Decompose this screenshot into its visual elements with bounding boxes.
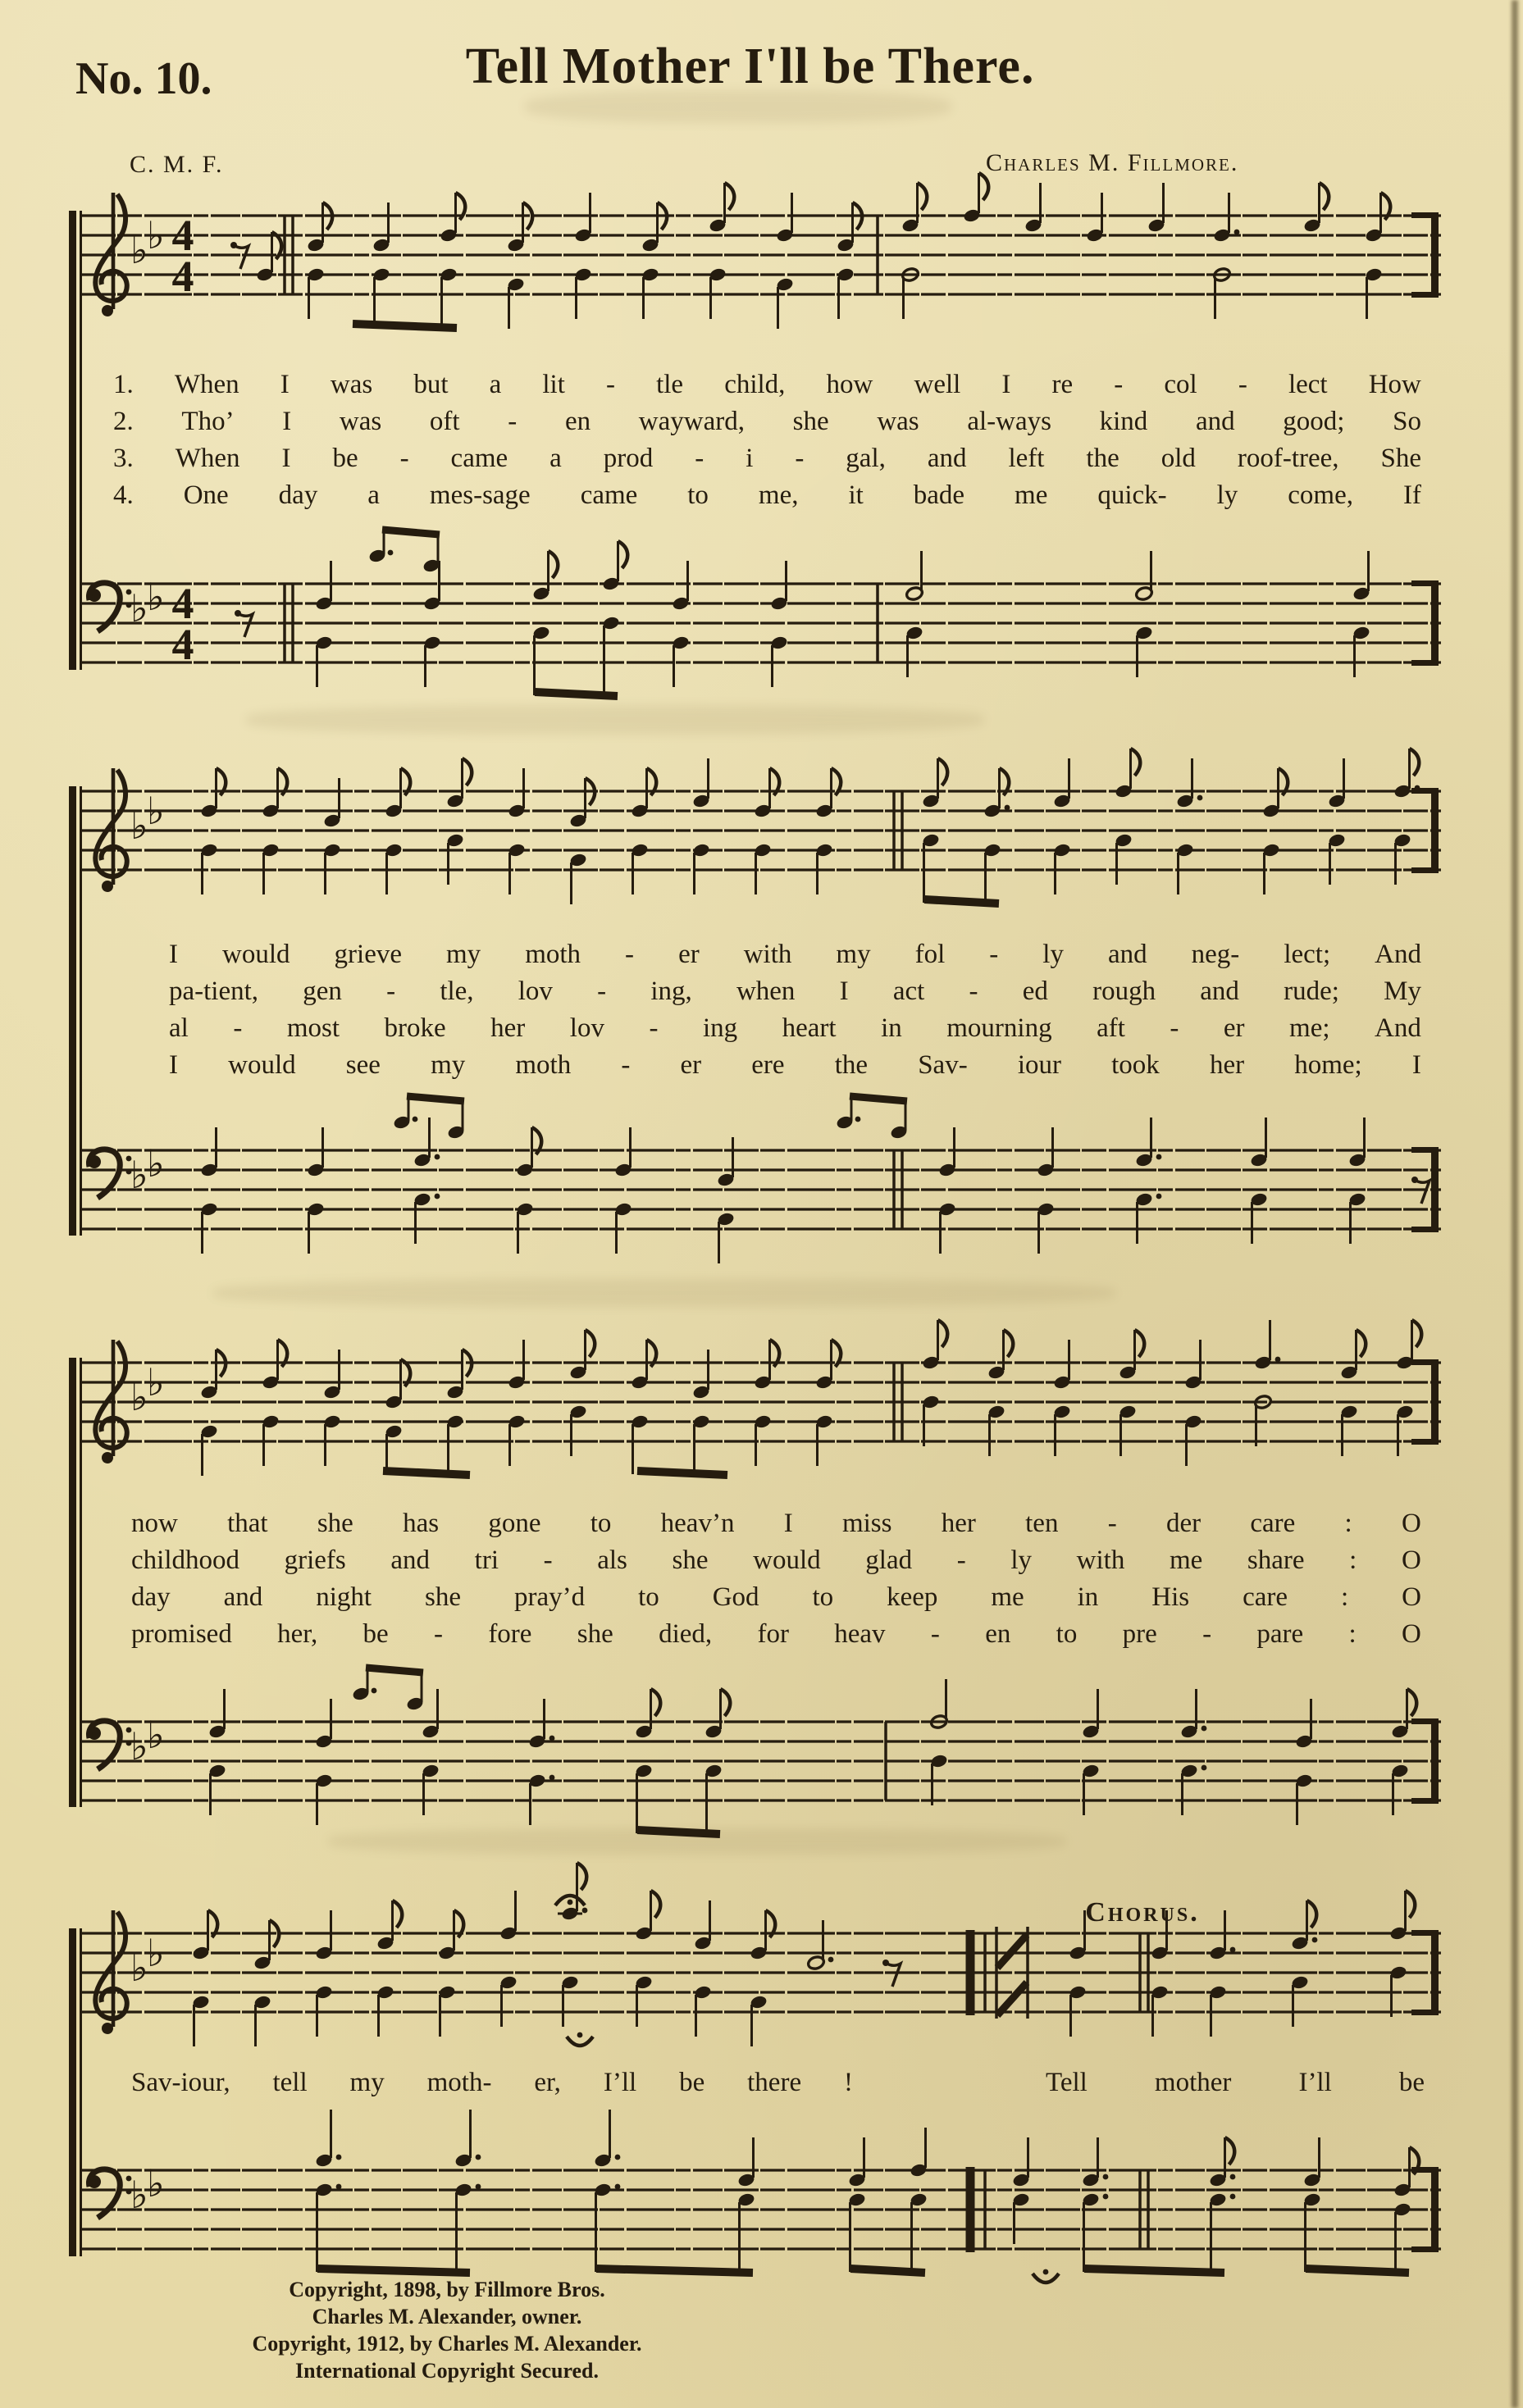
lyric-token: miss (841, 1509, 892, 1538)
lyric-token: rude; (1284, 976, 1339, 1006)
lyric-token: her, (277, 1619, 318, 1649)
lyric-line-verse-4 (113, 477, 1421, 514)
lyric-token: fol (914, 940, 946, 969)
lyric-token: col (1164, 370, 1197, 399)
lyric-token: God (712, 1582, 759, 1612)
lyric-token: - (1107, 1509, 1117, 1538)
lyric-token: I’ll (1298, 2068, 1332, 2097)
lyric-line-verse-1 (131, 1505, 1421, 1542)
lyric-token: would (228, 1050, 296, 1080)
lyric-token: the (834, 1050, 869, 1080)
lyric-token: - (989, 940, 999, 969)
lyric-token: quick- (1097, 480, 1167, 510)
lyric-token: would (222, 940, 290, 969)
lyric-token: came (580, 480, 638, 510)
lyric-token: - (1238, 370, 1247, 399)
lyric-token: in (881, 1013, 902, 1043)
chorus-label: Chorus. (1085, 1897, 1200, 1928)
copyright-line: Charles M. Alexander, owner. (312, 2305, 582, 2328)
lyric-token: griefs (284, 1545, 346, 1575)
lyric-token: share (1247, 1545, 1305, 1575)
lyric-token: to (590, 1509, 612, 1538)
lyric-token: - (399, 444, 409, 473)
lyric-token: a (549, 444, 562, 473)
lyric-token: keep (887, 1582, 938, 1612)
lyric-token: - (597, 976, 607, 1006)
lyric-token: most (286, 1013, 340, 1043)
lyric-token: 2. (113, 407, 134, 436)
copyright-line: Copyright, 1912, by Charles M. Alexander. (252, 2332, 642, 2356)
lyric-token: : (1340, 1582, 1349, 1612)
lyric-token: My (1384, 976, 1421, 1006)
svg-text:4: 4 (171, 579, 194, 628)
lyric-token: be (679, 2068, 705, 2097)
lyric-token: 4. (113, 480, 134, 510)
lyric-token: but (413, 370, 449, 399)
lyric-token: me; (1289, 1013, 1330, 1043)
lyric-token: grieve (334, 940, 402, 969)
lyric-token: - (956, 1545, 966, 1575)
lyric-token: re (1051, 370, 1074, 399)
lyric-token: heav (834, 1619, 886, 1649)
lyric-token: her (1209, 1050, 1245, 1080)
lyric-token: - (434, 1619, 443, 1649)
system-left-barline (69, 1358, 84, 1807)
lyric-token: old (1160, 444, 1196, 473)
lyric-token: and (927, 444, 967, 473)
treble-staff-system-1 (78, 158, 1448, 347)
lyric-token: me, (758, 480, 799, 510)
lyric-token: I (280, 370, 290, 399)
svg-text:4: 4 (171, 620, 194, 669)
svg-text:♭: ♭ (147, 213, 165, 257)
lyric-token: She (1380, 444, 1421, 473)
lyric-token: ere (751, 1050, 785, 1080)
lyric-token: er, (534, 2068, 561, 2097)
lyric-token: tle (656, 370, 684, 399)
lyric-token: ing (702, 1013, 738, 1043)
lyric-token: and (223, 1582, 263, 1612)
svg-text:♭: ♭ (130, 1375, 148, 1419)
lyric-token: I (169, 940, 178, 969)
lyric-token: care (1243, 1582, 1288, 1612)
lyric-token: aft (1097, 1013, 1125, 1043)
svg-text:♭: ♭ (147, 1931, 165, 1975)
lyric-token: : (1348, 1619, 1357, 1649)
lyric-token: her (490, 1013, 526, 1043)
lyric-token: she (317, 1509, 353, 1538)
lyric-token: to (687, 480, 709, 510)
svg-text:♭: ♭ (130, 1153, 148, 1197)
lyric-token: I (1001, 370, 1011, 399)
lyric-token: my (349, 2068, 385, 2097)
svg-text:4: 4 (171, 211, 194, 260)
lyric-token: lit (542, 370, 565, 399)
lyric-token: - (969, 976, 978, 1006)
lyric-token: me (991, 1582, 1024, 1612)
lyric-token: pare (1256, 1619, 1304, 1649)
lyric-token: ly (1010, 1545, 1033, 1575)
lyric-token: : (1349, 1545, 1357, 1575)
lyric-token: there (747, 2068, 802, 2097)
lyric-token: pray’d (513, 1582, 586, 1612)
lyric-token: pa-tient, (169, 976, 259, 1006)
verse-block-2 (169, 936, 1421, 1084)
lyric-token: gen (303, 976, 342, 1006)
lyric-line-verse-4 (131, 1616, 1421, 1653)
svg-text:♭: ♭ (147, 2161, 165, 2205)
lyric-token: with (743, 940, 792, 969)
lyric-token: and (1107, 940, 1147, 969)
lyric-token: al-ways (967, 407, 1051, 436)
lyric-token: act (892, 976, 925, 1006)
lyric-line-verse-1 (113, 366, 1421, 403)
lyric-token: mes-sage (429, 480, 531, 510)
lyric-token: One (183, 480, 229, 510)
lyric-token: Tho’ (181, 407, 235, 436)
lyric-token: kind (1099, 407, 1148, 436)
lyric-token: to (638, 1582, 659, 1612)
lyric-token: my (836, 940, 871, 969)
lyric-token: - (1202, 1619, 1212, 1649)
system-left-barline (69, 786, 84, 1236)
lyric-token: rough (1092, 976, 1156, 1006)
lyric-line-solo-end (131, 2064, 853, 2101)
lyric-token: and (1195, 407, 1235, 436)
lyric-token: neg- (1191, 940, 1240, 969)
lyric-token: When (174, 370, 239, 399)
lyric-token: see (345, 1050, 381, 1080)
lyric-token: : (1344, 1509, 1352, 1538)
lyric-token: Sav-iour, (131, 2068, 230, 2097)
lyric-token: - (508, 407, 518, 436)
svg-text:4: 4 (171, 252, 194, 301)
lyric-token: in (1077, 1582, 1099, 1612)
lyric-token: my (431, 1050, 466, 1080)
system-left-barline (69, 211, 84, 670)
lyric-token: be (332, 444, 358, 473)
lyric-token: er (680, 1050, 702, 1080)
lyric-token: I’ll (603, 2068, 637, 2097)
lyric-token: care (1250, 1509, 1296, 1538)
lyric-token: that (227, 1509, 268, 1538)
lyric-line-verse-3 (113, 440, 1421, 477)
lyric-token: night (316, 1582, 372, 1612)
lyric-token: - (649, 1013, 659, 1043)
lyric-token: and (390, 1545, 431, 1575)
system-left-barline (69, 1928, 84, 2256)
lyric-token: So (1393, 407, 1421, 436)
lyric-line-verse-4 (169, 1047, 1421, 1084)
bass-staff-system-3 (78, 1671, 1448, 1876)
lyric-token: ed (1022, 976, 1048, 1006)
lyric-token: day (131, 1582, 171, 1612)
lyric-token: lect; (1284, 940, 1331, 969)
lyric-token: broke (384, 1013, 446, 1043)
verse-block-3 (131, 1505, 1421, 1653)
attribution-lyricist: C. M. F. (130, 151, 224, 178)
lyric-line-verse-2 (131, 1542, 1421, 1579)
lyric-token: - (621, 1050, 631, 1080)
svg-text:♭: ♭ (130, 1724, 148, 1768)
lyric-token: has (403, 1509, 440, 1538)
svg-text:♭: ♭ (130, 228, 148, 272)
lyric-token: was (877, 407, 919, 436)
lyric-token: for (757, 1619, 789, 1649)
lyric-token: she (425, 1582, 462, 1612)
lyric-token: I (783, 1509, 793, 1538)
lyric-token: O (1401, 1545, 1421, 1575)
lyric-token: - (930, 1619, 940, 1649)
lyric-token: moth (525, 940, 581, 969)
lyric-token: me (1169, 1545, 1203, 1575)
lyric-token: good; (1283, 407, 1345, 436)
lyric-token: der (1165, 1509, 1202, 1538)
lyric-token: - (695, 444, 705, 473)
lyric-token: be (1398, 2068, 1425, 2097)
lyric-token: pre (1122, 1619, 1157, 1649)
lyric-token: 3. (113, 444, 134, 473)
svg-text:♭: ♭ (147, 1360, 165, 1404)
attribution-composer: Charles M. Fillmore. (986, 149, 1239, 176)
lyric-token: moth (515, 1050, 572, 1080)
lyric-token: gal, (846, 444, 886, 473)
lyric-token: If (1402, 480, 1421, 510)
lyric-token: als (597, 1545, 627, 1575)
bass-staff-system-1 (78, 533, 1448, 738)
lyric-line-verse-2 (169, 973, 1421, 1010)
lyric-token: a (367, 480, 380, 510)
lyric-line-verse-3 (169, 1010, 1421, 1047)
lyric-token: O (1402, 1619, 1421, 1649)
lyric-token: it (848, 480, 864, 510)
lyric-token: childhood (131, 1545, 239, 1575)
svg-text:♭: ♭ (147, 789, 165, 833)
lyric-token: tle, (440, 976, 474, 1006)
bass-staff-system-2 (78, 1099, 1448, 1304)
lyric-token: O (1402, 1582, 1421, 1612)
copyright-line: International Copyright Secured. (294, 2359, 600, 2383)
page-title: Tell Mother I'll be There. (465, 39, 1035, 94)
lyric-token: - (1170, 1013, 1179, 1043)
verse-block-1 (113, 366, 1421, 514)
lyric-token: heav’n (660, 1509, 735, 1538)
lyric-token: my (446, 940, 481, 969)
lyric-token: and (1200, 976, 1239, 1006)
lyric-token: bade (913, 480, 965, 510)
lyric-token: - (386, 976, 396, 1006)
lyric-line-verse-1 (169, 936, 1421, 973)
lyric-token: tri (474, 1545, 499, 1575)
svg-text:♭: ♭ (147, 1141, 165, 1186)
lyric-token: promised (131, 1619, 232, 1649)
lyric-token: ing, (650, 976, 692, 1006)
lyric-token: O (1401, 1509, 1421, 1538)
svg-text:♭: ♭ (130, 586, 148, 630)
lyric-token: she (792, 407, 829, 436)
lyric-token: to (812, 1582, 834, 1612)
lyric-token: prod (603, 444, 654, 473)
svg-text:♭: ♭ (130, 2173, 148, 2217)
lyric-token: was (339, 407, 382, 436)
lyric-token: I (1411, 1050, 1421, 1080)
lyric-token: When (175, 444, 240, 473)
svg-text:♭: ♭ (147, 1713, 165, 1757)
lyric-token: glad (865, 1545, 913, 1575)
lyric-token: took (1111, 1050, 1160, 1080)
lyric-token: would (753, 1545, 821, 1575)
copyright-block (107, 2276, 787, 2384)
lyric-token: iour (1017, 1050, 1061, 1080)
lyric-token: wayward, (638, 407, 745, 436)
lyric-token: came (450, 444, 508, 473)
lyric-token: she (672, 1545, 709, 1575)
lyric-token: she (577, 1619, 613, 1649)
lyric-token: en (985, 1619, 1011, 1649)
lyric-token: fore (488, 1619, 532, 1649)
lyric-token: child, (724, 370, 786, 399)
lyric-token: i (746, 444, 754, 473)
lyric-token: died, (659, 1619, 713, 1649)
svg-text:♭: ♭ (147, 575, 165, 619)
lyric-token: I (281, 444, 291, 473)
lyric-token: home; (1294, 1050, 1362, 1080)
lyric-token: - (625, 940, 635, 969)
lyric-token: ten (1025, 1509, 1059, 1538)
lyric-token: - (1114, 370, 1124, 399)
lyric-token: roof-tree, (1237, 444, 1339, 473)
lyric-token: ! (844, 2068, 853, 2097)
lyric-token: gone (488, 1509, 541, 1538)
lyric-token: well (914, 370, 961, 399)
lyric-token: a (489, 370, 502, 399)
lyric-token: Tell (1046, 2068, 1088, 2097)
lyric-line-chorus-start (1046, 2064, 1425, 2101)
lyric-token: the (1086, 444, 1119, 473)
svg-text:♭: ♭ (130, 1946, 148, 1990)
lyric-token: al (169, 1013, 189, 1043)
lyric-token: now (131, 1509, 178, 1538)
lyric-token: her (941, 1509, 976, 1538)
lyric-token: heart (782, 1013, 837, 1043)
lyric-token: to (1056, 1619, 1078, 1649)
svg-text:♭: ♭ (130, 803, 148, 848)
song-number: No. 10. (75, 53, 212, 104)
lyric-token: - (543, 1545, 553, 1575)
lyric-token: er (1223, 1013, 1245, 1043)
lyric-token: lect (1288, 370, 1328, 399)
lyric-token: I (282, 407, 292, 436)
lyric-token: I (169, 1050, 178, 1080)
lyric-token: His (1151, 1582, 1190, 1612)
copyright-line: Copyright, 1898, by Fillmore Bros. (289, 2278, 605, 2301)
lyric-token: 1. (113, 370, 134, 399)
scan-edge-artifact (1512, 0, 1518, 2408)
lyric-token: - (605, 370, 615, 399)
lyric-token: - (233, 1013, 243, 1043)
lyric-token: Sav- (918, 1050, 968, 1080)
lyric-token: day (278, 480, 318, 510)
lyric-token: er (678, 940, 700, 969)
lyric-token: left (1008, 444, 1045, 473)
lyric-token: was (330, 370, 373, 399)
treble-staff-system-3 (78, 1305, 1448, 1494)
treble-staff-system-2 (78, 734, 1448, 922)
lyric-token: mother (1154, 2068, 1232, 2097)
lyric-token: when (736, 976, 796, 1006)
lyric-token: I (839, 976, 849, 1006)
lyric-token: with (1076, 1545, 1125, 1575)
lyric-token: How (1368, 370, 1421, 399)
lyric-token: how (826, 370, 873, 399)
lyric-token: moth- (426, 2068, 492, 2097)
lyric-line-verse-2 (113, 403, 1421, 440)
lyric-token: en (564, 407, 591, 436)
lyric-token: And (1375, 940, 1421, 969)
lyric-line-verse-3 (131, 1579, 1421, 1616)
lyric-token: mourning (946, 1013, 1052, 1043)
lyric-token: And (1375, 1013, 1421, 1043)
lyric-token: come, (1288, 480, 1353, 510)
lyric-token: be (363, 1619, 389, 1649)
lyric-token: oft (429, 407, 460, 436)
lyric-token: lov (569, 1013, 604, 1043)
lyric-token: - (795, 444, 805, 473)
lyric-token: tell (272, 2068, 308, 2097)
lyric-token: lov (518, 976, 553, 1006)
lyric-token: me (1015, 480, 1048, 510)
lyric-token: ly (1042, 940, 1064, 969)
lyric-token: ly (1216, 480, 1238, 510)
